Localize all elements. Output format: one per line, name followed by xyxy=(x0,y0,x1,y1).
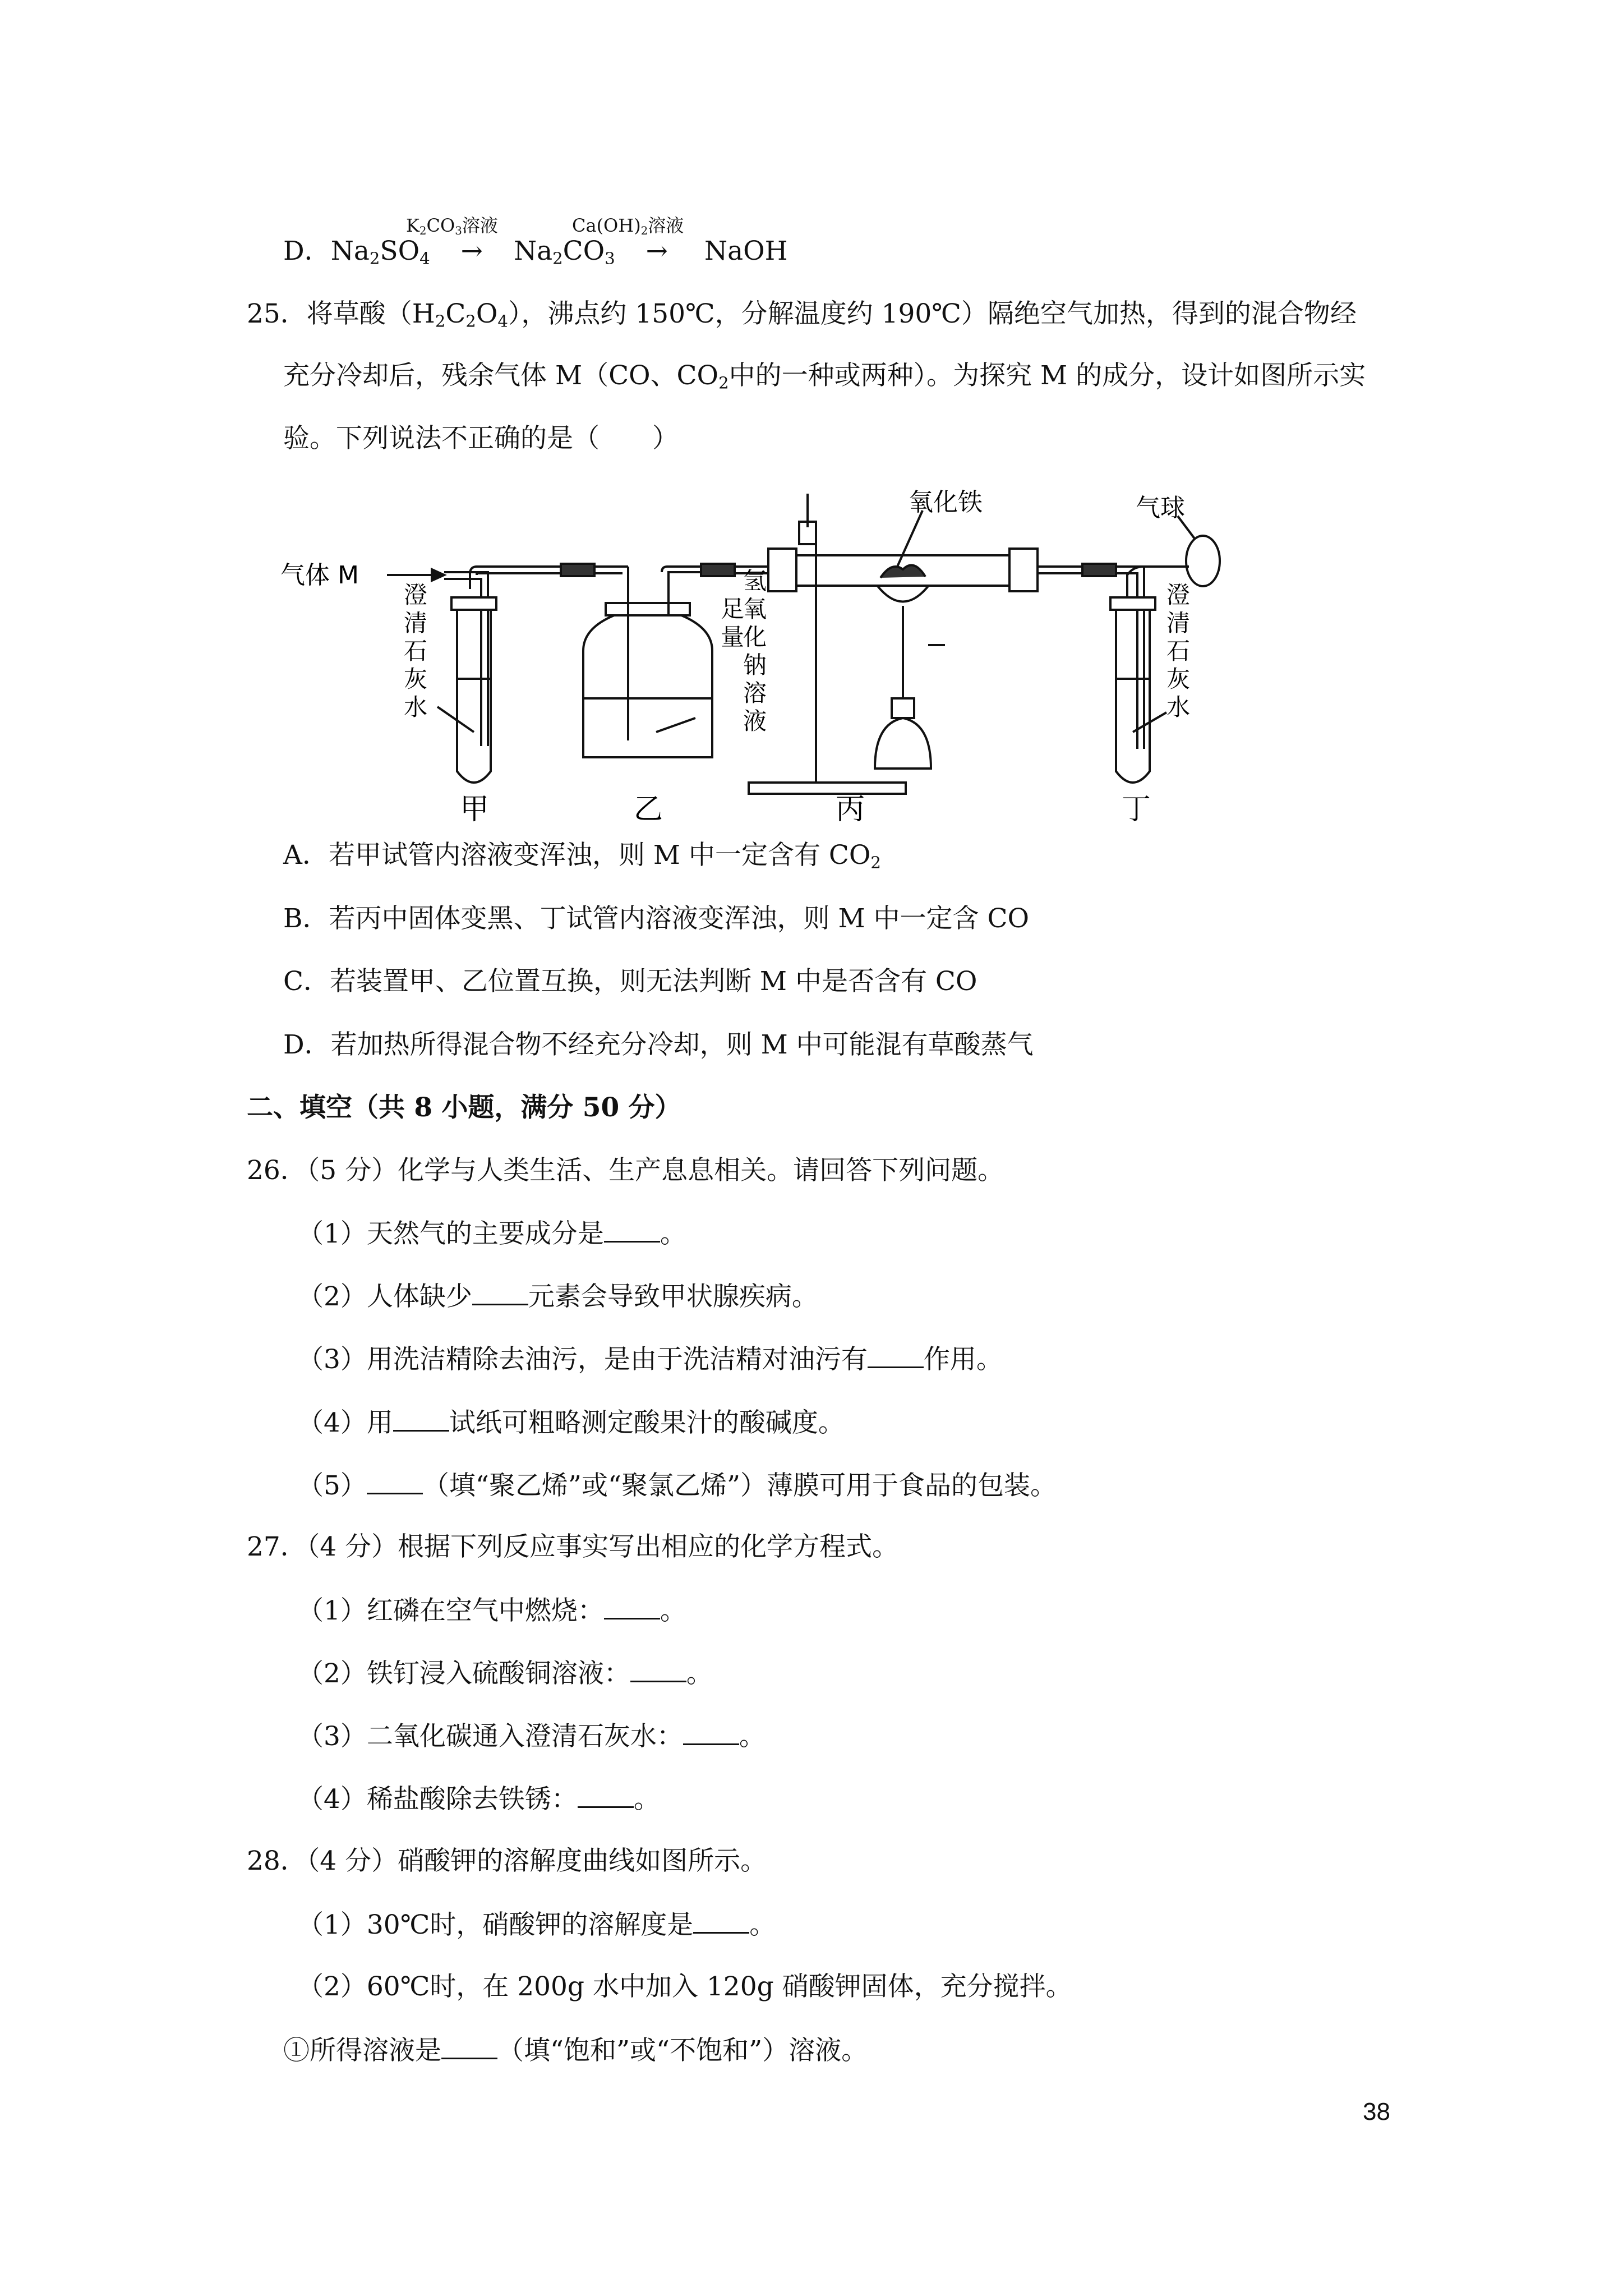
label-jia: 甲 xyxy=(460,793,490,825)
arrow-icon: → xyxy=(645,236,668,266)
apparatus-labels xyxy=(460,793,1151,825)
q27-part-1: （1）红磷在空气中燃烧： 。 xyxy=(297,1593,686,1628)
iron-oxide-label: 氧化铁 xyxy=(909,488,983,517)
svg-text:溶: 溶 xyxy=(743,679,767,707)
answer-blank[interactable] xyxy=(441,2033,497,2059)
section-heading: 二、填空（共 8 小题，满分 50 分） xyxy=(247,1092,681,1123)
label-ding: 丁 xyxy=(1122,793,1151,825)
label-bing: 丙 xyxy=(836,793,865,825)
reaction-condition-2: $Ca(OH)_2$溶液 xyxy=(572,215,684,237)
q25-line-3: 验。下列说法不正确的是（ ） xyxy=(283,423,679,454)
answer-blank[interactable] xyxy=(683,1719,739,1745)
reaction-condition-1: $K_2CO_3$溶液 xyxy=(406,215,498,237)
answer-blank[interactable] xyxy=(604,1216,660,1243)
q25-option-c: C．若装置甲、乙位置互换，则无法判断 M 中是否含有 CO xyxy=(283,966,978,997)
svg-text:化: 化 xyxy=(743,623,767,651)
answer-blank[interactable] xyxy=(868,1342,924,1368)
q28-part-2: （2）60℃时，在 200g 水中加入 120g 硝酸钾固体，充分搅拌。 xyxy=(297,1971,1072,2002)
svg-text:氢: 氢 xyxy=(743,567,767,595)
q28-part-1: （1）30℃时，硝酸钾的溶解度是 。 xyxy=(297,1907,776,1942)
svg-text:灰: 灰 xyxy=(1166,665,1191,693)
svg-text:液: 液 xyxy=(743,707,767,735)
q25-option-a: A．若甲试管内溶液变浑浊，则 M 中一定含有 $CO_2$ xyxy=(283,840,881,872)
answer-blank[interactable] xyxy=(472,1279,528,1305)
svg-text:石: 石 xyxy=(1166,637,1191,665)
svg-text:水: 水 xyxy=(1166,693,1191,721)
reaction-chain: D．$Na_2SO_4 \to Na_2CO_3$ → NaOH xyxy=(283,236,788,268)
svg-text:足: 足 xyxy=(721,595,745,623)
svg-text:氧: 氧 xyxy=(743,595,767,623)
q26-part-2: （2）人体缺少 元素会导致甲状腺疾病。 xyxy=(297,1279,818,1314)
q26-part-4: （4）用 试纸可粗略测定酸果汁的酸碱度。 xyxy=(297,1405,845,1440)
limewater-right-label xyxy=(1166,581,1190,721)
svg-text:石: 石 xyxy=(404,637,428,665)
limewater-left-label xyxy=(404,581,427,721)
svg-text:清: 清 xyxy=(404,609,428,637)
q25-line-1: 25．将草酸$(H_2C_2O_4)$，沸点约 150℃，分解温度约 190℃）隔绝空气加热，得到的混合物经 xyxy=(247,298,1357,331)
q25-line-2: 充分冷却后，残余气体 M（CO、$CO_2$中的一种或两种）。为探究 M 的成分，设计如图所示实 xyxy=(283,360,1366,393)
svg-text:灰: 灰 xyxy=(404,665,428,693)
answer-blank[interactable] xyxy=(578,1782,634,1808)
q26-stem: 26．（5 分）化学与人类生活、生产息息相关。请回答下列问题。 xyxy=(247,1155,1004,1186)
q27-stem: 27．（4 分）根据下列反应事实写出相应的化学方程式。 xyxy=(247,1531,899,1562)
label-yi: 乙 xyxy=(634,793,663,825)
q27-part-4: （4）稀盐酸除去铁锈： 。 xyxy=(297,1782,660,1816)
q28-part-2-1: ①所得溶液是 （填“饱和”或“不饱和”）溶液。 xyxy=(283,2033,868,2068)
svg-text:清: 清 xyxy=(1166,609,1191,637)
q26-part-3: （3）用洗洁精除去油污，是由于洗洁精对油污有 作用。 xyxy=(297,1342,1003,1377)
svg-text:钠: 钠 xyxy=(743,651,767,679)
balloon-label: 气球 xyxy=(1136,494,1185,522)
answer-blank[interactable] xyxy=(693,1907,749,1934)
q27-part-3: （3）二氧化碳通入澄清石灰水： 。 xyxy=(297,1719,766,1754)
naoh-label-col-2 xyxy=(743,567,767,735)
answer-blank[interactable] xyxy=(367,1468,423,1494)
svg-text:量: 量 xyxy=(721,623,745,651)
page-number: 38 xyxy=(1363,2098,1390,2125)
arrow-icon: → xyxy=(460,236,483,266)
q26-part-5: （5） （填“聚乙烯”或“聚氯乙烯”）薄膜可用于食品的包装。 xyxy=(297,1468,1057,1503)
svg-text:水: 水 xyxy=(404,693,428,721)
gas-m-label: 气体 M xyxy=(280,561,359,590)
answer-blank[interactable] xyxy=(630,1656,686,1682)
svg-text:澄: 澄 xyxy=(1166,581,1191,609)
q28-stem: 28．（4 分）硝酸钾的溶解度曲线如图所示。 xyxy=(247,1846,767,1876)
apparatus-figure xyxy=(269,477,1245,825)
q27-part-2: （2）铁钉浸入硫酸铜溶液： 。 xyxy=(297,1656,713,1691)
q25-option-d: D．若加热所得混合物不经充分冷却，则 M 中可能混有草酸蒸气 xyxy=(283,1029,1034,1060)
answer-blank[interactable] xyxy=(604,1593,660,1619)
naoh-label-col-1 xyxy=(721,595,744,651)
answer-blank[interactable] xyxy=(393,1405,449,1432)
q25-option-b: B．若丙中固体变黑、丁试管内溶液变浑浊，则 M 中一定含 CO xyxy=(283,903,1029,934)
svg-text:澄: 澄 xyxy=(404,581,428,609)
q26-part-1: （1）天然气的主要成分是 。 xyxy=(297,1216,686,1251)
